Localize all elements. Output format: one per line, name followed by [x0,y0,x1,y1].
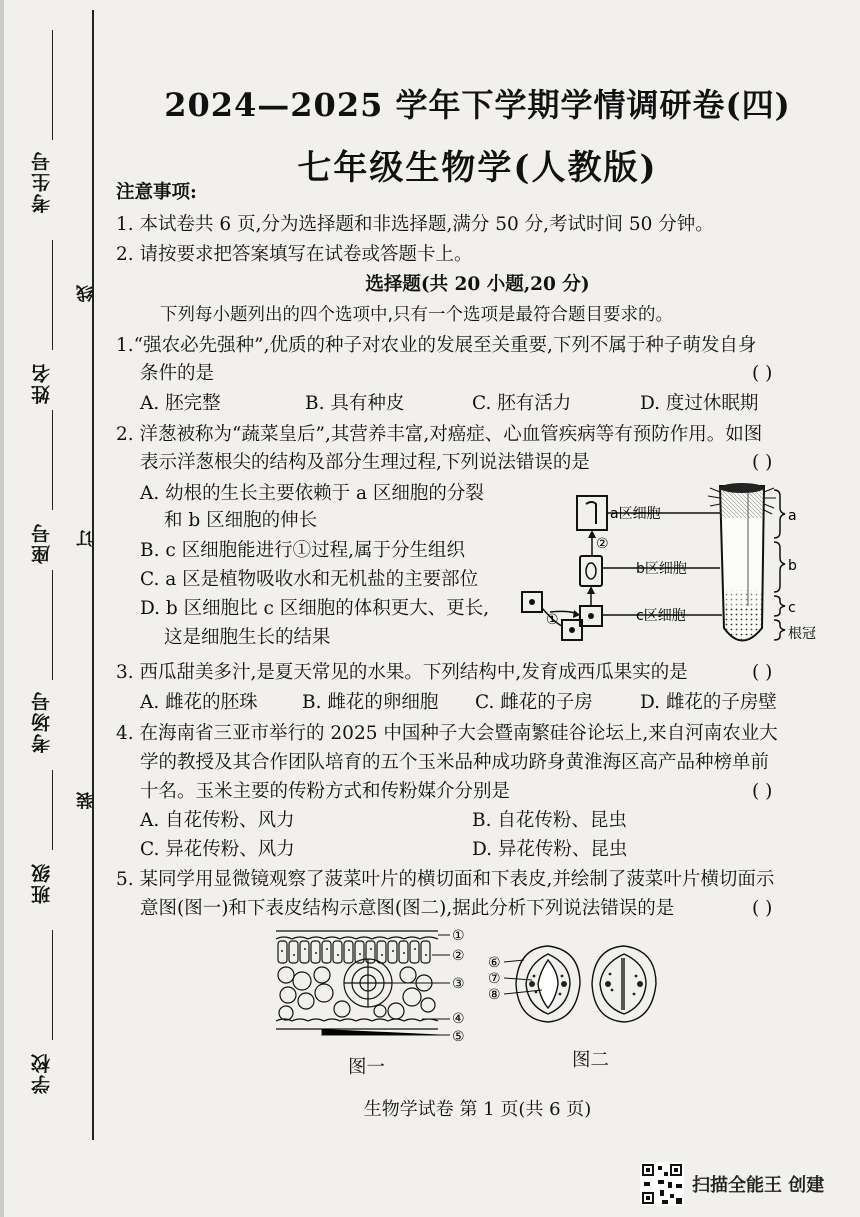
option: C. 雌花的子房 [475,692,593,713]
margin-field-exam-number: 考生号 [31,150,53,213]
scanner-watermark [640,1162,850,1206]
option: A. 胚完整 [140,393,221,414]
page-footer: 生物学试卷 第 1 页(共 6 页) [363,1099,592,1120]
answer-paren: ( ) [752,363,773,384]
answer-paren: ( ) [752,662,773,683]
exam-subtitle: 七年级生物学(人教版) [297,148,658,188]
option: B. 雌花的卵细胞 [302,692,439,713]
notice-item: 1. 本试卷共 6 页,分为选择题和非选择题,满分 50 分,考试时间 50 分钟。 [116,214,714,235]
answer-paren: ( ) [752,781,773,802]
q2-stem: 2. 洋葱被称为“蔬菜皇后”,其营养丰富,对癌症、心血管疾病等有预防作用。如图 [116,424,763,445]
q4-stem: 学的教授及其合作团队培育的五个玉米品种成功跻身黄淮海区高产品种榜单前 [140,752,770,773]
section-heading: 选择题(共 20 小题,20 分) [365,274,590,295]
fig2-label: ⑥ [488,955,501,971]
leaf-cross-section-figure [272,925,472,1045]
q1-stem: 1.“强农必先强种”,优质的种子对农业的发展至关重要,下列不属于种子萌发自身 [116,335,757,356]
option: D. 度过休眠期 [640,393,759,414]
label-b-cell: b区细胞 [636,561,687,577]
label-zone-c: c [788,600,796,616]
fig2-label: ⑦ [488,971,501,987]
option: D. 雌花的子房壁 [640,692,777,713]
option: B. 具有种皮 [305,393,405,414]
q4-stem: 十名。玉米主要的传粉方式和传粉媒介分别是 [140,781,511,802]
option: 这是细胞生长的结果 [164,627,331,648]
margin-field-room: 考场号 [31,690,53,753]
q1-stem: 条件的是 [140,363,215,384]
margin-mark-staple: 装 [77,792,97,809]
exam-title: 2024—2025 学年下学期学情调研卷(四) [164,86,791,124]
q2-stem: 表示洋葱根尖的结构及部分生理过程,下列说法错误的是 [140,452,590,473]
answer-paren: ( ) [752,452,773,473]
label-zone-b: b [788,558,797,574]
scan-edge [0,0,4,1217]
margin-underline [52,410,53,510]
option: 和 b 区细胞的伸长 [164,510,318,531]
margin-field-class: 班级 [31,862,53,904]
fig1-label: ⑤ [452,1029,465,1045]
label-root-cap: 根冠 [788,626,816,642]
label-c-cell: c区细胞 [636,608,686,624]
notice-item: 2. 请按要求把答案填写在试卷或答题卡上。 [116,244,473,265]
label-zone-a: a [788,508,797,524]
margin-field-name: 姓名 [31,362,53,404]
fig1-label: ③ [452,976,465,992]
option: C. 胚有活力 [472,393,572,414]
margin-mark-bind: 订 [77,530,97,547]
fig1-label: ④ [452,1011,465,1027]
binding-line [92,10,94,1140]
margin-underline [52,240,53,350]
notice-heading: 注意事项: [116,182,197,203]
margin-underline [52,30,53,140]
margin-mark-line: 线 [77,285,97,302]
option: A. 幼根的生长主要依赖于 a 区细胞的分裂 [140,483,484,504]
qr-code-icon [640,1162,684,1206]
option: D. b 区细胞比 c 区细胞的体积更大、更长, [140,598,490,619]
fig1-caption: 图一 [348,1057,386,1078]
option: C. 异花传粉、风力 [140,839,295,860]
option: A. 自花传粉、风力 [140,810,295,831]
answer-paren: ( ) [752,898,773,919]
label-process-2: ② [596,536,609,552]
margin-underline [52,930,53,1040]
fig2-caption: 图二 [572,1050,610,1071]
option: A. 雌花的胚珠 [140,692,258,713]
option: B. 自花传粉、昆虫 [472,810,627,831]
margin-underline [52,570,53,680]
label-a-cell: a区细胞 [610,506,661,522]
option: B. c 区细胞能进行①过程,属于分生组织 [140,540,465,561]
margin-field-seat: 座号 [31,522,53,564]
margin-underline [52,770,53,850]
fig1-label: ② [452,948,465,964]
scanner-text: 扫描全能王 创建 [692,1175,825,1196]
margin-field-school: 学校 [31,1052,53,1094]
q3-stem: 3. 西瓜甜美多汁,是夏天常见的水果。下列结构中,发育成西瓜果实的是 [116,662,688,683]
option: C. a 区是植物吸收水和无机盐的主要部位 [140,569,479,590]
q4-stem: 4. 在海南省三亚市举行的 2025 中国种子大会暨南繁硅谷论坛上,来自河南农业大 [116,723,778,744]
stomata-figure [484,940,664,1030]
q5-stem: 5. 某同学用显微镜观察了菠菜叶片的横切面和下表皮,并绘制了菠菜叶片横切面示 [116,869,775,890]
section-instruction: 下列每小题列出的四个选项中,只有一个选项是最符合题目要求的。 [160,305,674,325]
label-process-1: ① [546,612,559,628]
fig2-label: ⑧ [488,987,501,1003]
option: D. 异花传粉、昆虫 [472,839,628,860]
q5-stem: 意图(图一)和下表皮结构示意图(图二),据此分析下列说法错误的是 [140,898,675,919]
root-tip-figure [510,478,840,653]
fig1-label: ① [452,928,465,944]
